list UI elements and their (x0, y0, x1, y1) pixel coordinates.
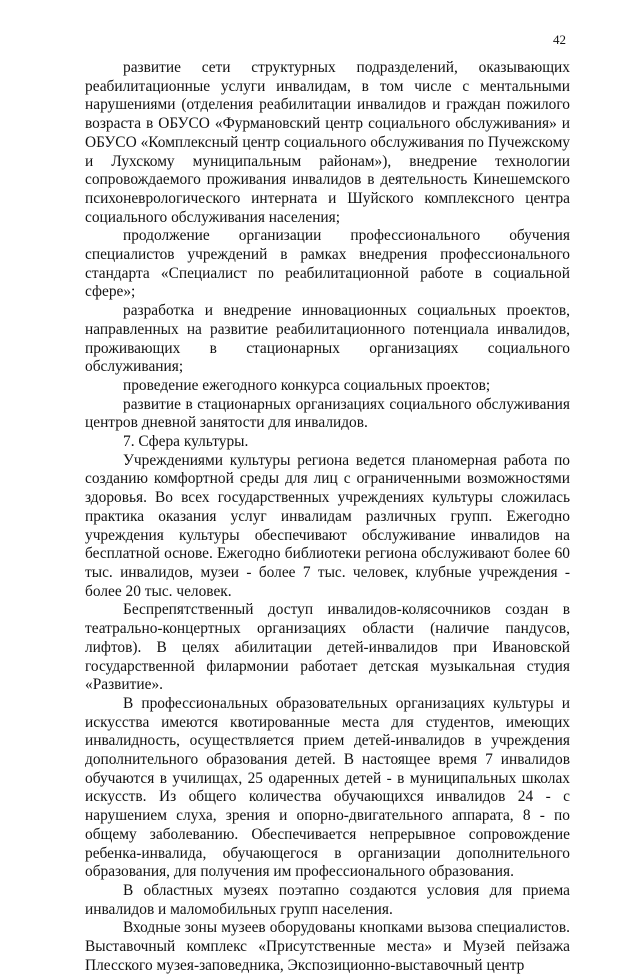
paragraph: В профессиональных образовательных организациях культуры и искусства имеются квотированные места для студентов, имеющих инвалидность, осуществляется прием детей-инвалидов в учреждения дополнительного образования детей. В настоящее время 7 инвалидов обучаются в училищах, 25 одаренных детей - в муниципальных школах искусств. Из общего количества обучающихся инвалидов 24 - с нарушением слуха, зрения и опорно-двигательного аппарата, 8 - по общему заболеванию. Обеспечивается непрерывное сопровождение ребенка-инвалида, обучающегося в организации дополнительного образования, для получения им профессионального образования. (85, 694, 570, 881)
paragraph: продолжение организации профессионального обучения специалистов учреждений в рамках внедрения профессионального стандарта «Специалист по реабилитационной работе в социальной сфере»; (85, 227, 570, 301)
paragraph: Входные зоны музеев оборудованы кнопками вызова специалистов. Выставочный комплекс «Присутственные места» и Музей пейзажа Плесского музея-заповедника, Экспозиционно-выставочный центр (85, 919, 570, 974)
document-body (85, 59, 570, 975)
page-number: 42 (553, 32, 566, 47)
paragraph: В областных музеях поэтапно создаются условия для приема инвалидов и маломобильных групп населения. (85, 881, 570, 918)
paragraph: Учреждениями культуры региона ведется планомерная работа по созданию комфортной среды для лиц с ограниченными возможностями здоровья. Во всех государственных учреждениях культуры сложилась практика оказания услуг инвалидам различных групп. Ежегодно учреждения культуры обеспечивают обслуживание инвалидов на бесплатной основе. Ежегодно библиотеки региона обслуживают более 60 тыс. инвалидов, музеи - более 7 тыс. человек, клубные учреждения - более 20 тыс. человек. (85, 451, 570, 600)
section-heading: 7. Сфера культуры. (123, 433, 249, 451)
paragraph: развитие сети структурных подразделений, оказывающих реабилитационные услуги инвалидам, в том числе с ментальными нарушениями (отделения реабилитации инвалидов и граждан пожилого возраста в ОБУСО «Фурмановский центр социального обслуживания» и ОБУСО «Комплексный центр социального обслуживания по Пучежскому и Лухскому муниципальным районам»), внедрение технологии сопровождаемого проживания инвалидов в деятельность Кинешемского психоневрологического интерната и Шуйского комплексного центра социального обслуживания населения; (85, 59, 570, 226)
paragraph: развитие в стационарных организациях социального обслуживания центров дневной занятости для инвалидов. (85, 395, 570, 432)
paragraph: Беспрепятственный доступ инвалидов-колясочников создан в театрально-концертных организациях области (наличие пандусов, лифтов). В целях абилитации детей-инвалидов при Ивановской государственной филармонии работает детская музыкальная студия «Развитие». (85, 601, 570, 694)
paragraph: разработка и внедрение инновационных социальных проектов, направленных на развитие реабилитационного потенциала инвалидов, проживающих в стационарных организациях социального обслуживания; (85, 302, 570, 376)
paragraph: проведение ежегодного конкурса социальных проектов; (123, 376, 491, 394)
